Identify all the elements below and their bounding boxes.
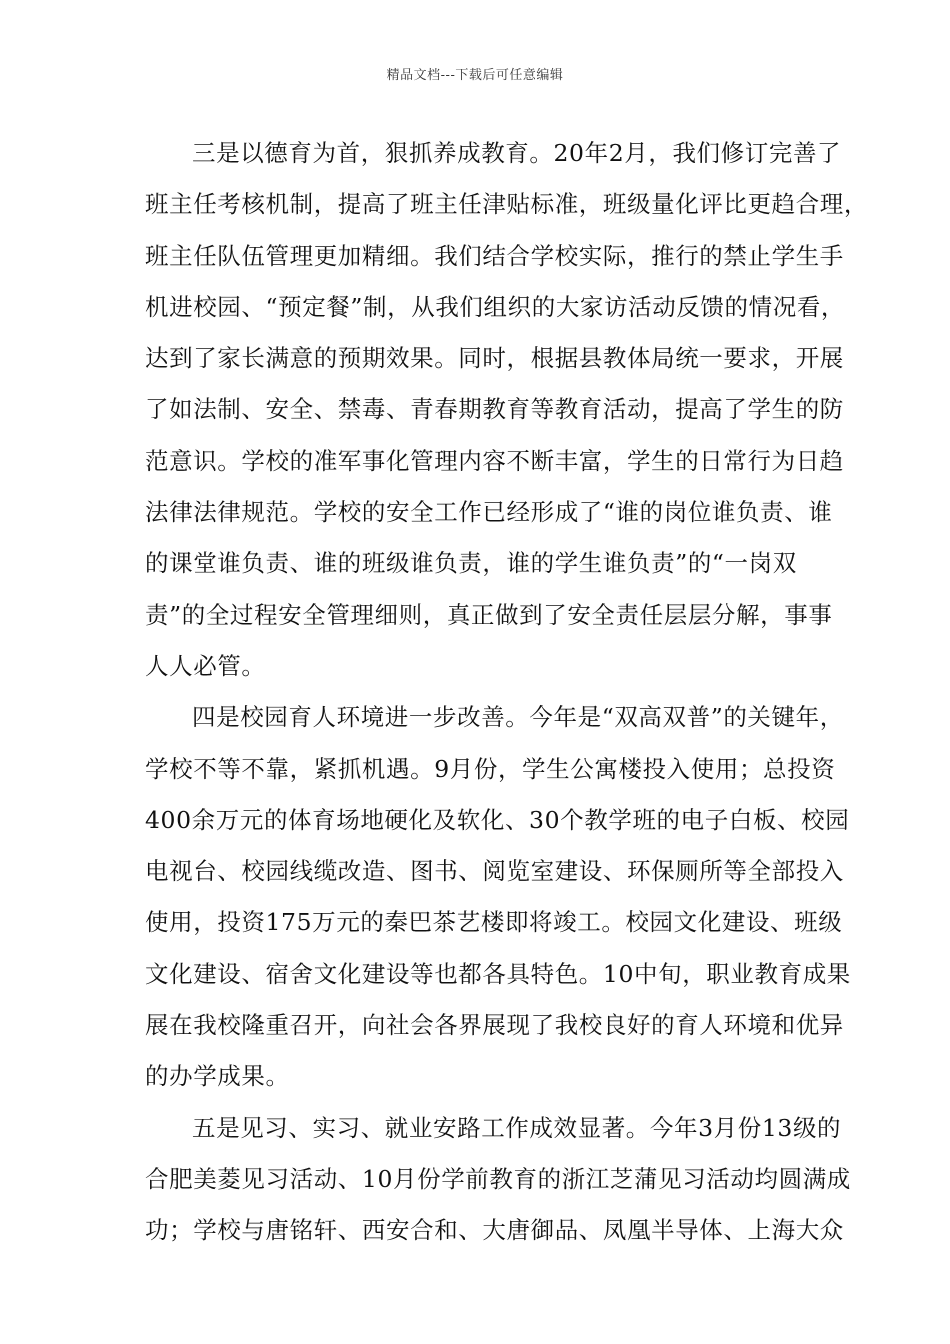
- text-line: 责”的全过程安全管理细则，真正做到了安全责任层层分解，事事: [145, 600, 833, 629]
- text-line: 五是见习、实习、就业安路工作成效显著。今年3月份13级的: [192, 1113, 842, 1142]
- page-header: 精品文档---下载后可任意编辑: [386, 68, 564, 83]
- text-line: 人人必管。: [145, 651, 266, 680]
- text-line: 范意识。学校的准军事化管理内容不断丰富，学生的日常行为日趋: [145, 446, 844, 475]
- paragraph-internship-employment: [145, 1103, 851, 1257]
- text-line: 文化建设、宿舍文化建设等也都各具特色。10中旬，职业教育成果: [145, 959, 851, 988]
- text-line: 合肥美菱见习活动、10月份学前教育的浙江芝蒲见习活动均圆满成: [145, 1164, 851, 1193]
- text-line: 达到了家长满意的预期效果。同时，根据县教体局统一要求，开展: [145, 344, 844, 373]
- text-line: 展在我校隆重召开，向社会各界展现了我校良好的育人环境和优异: [145, 1011, 844, 1040]
- paragraph-moral-education: [145, 128, 868, 692]
- text-line: 的课堂谁负责、谁的班级谁负责，谁的学生谁负责”的“一岗双: [145, 549, 797, 578]
- document-body: [145, 128, 868, 1257]
- text-line: 电视台、校园线缆改造、图书、阅览室建设、环保厕所等全部投入: [145, 857, 844, 886]
- text-line: 三是以德育为首，狠抓养成教育。20年2月，我们修订完善了: [192, 139, 842, 167]
- text-line: 的办学成果。: [145, 1062, 290, 1091]
- text-line: 使用，投资175万元的秦巴茶艺楼即将竣工。校园文化建设、班级: [145, 908, 843, 937]
- text-line: 学校不等不靠，紧抓机遇。9月份，学生公寓楼投入使用；总投资: [145, 754, 836, 783]
- text-line: 功；学校与唐铭轩、西安合和、大唐御品、凤凰半导体、上海大众: [145, 1216, 844, 1245]
- text-line: 机进校园、“预定餐”制，从我们组织的大家访活动反馈的情况看，: [145, 292, 846, 321]
- paragraph-campus-environment: [145, 692, 851, 1102]
- text-line: 400余万元的体育场地硬化及软化、30个教学班的电子白板、校园: [145, 805, 850, 834]
- text-line: 法律法律规范。学校的安全工作已经形成了“谁的岗位谁负责、谁: [145, 498, 833, 527]
- text-line: 四是校园育人环境进一步改善。今年是“双高双普”的关键年，: [192, 703, 844, 732]
- text-line: 班主任队伍管理更加精细。我们结合学校实际，推行的禁止学生手: [145, 241, 844, 270]
- text-line: 了如法制、安全、禁毒、青春期教育等教育活动，提高了学生的防: [145, 395, 844, 424]
- text-line: 班主任考核机制，提高了班主任津贴标准，班级量化评比更趋合理，: [145, 190, 868, 219]
